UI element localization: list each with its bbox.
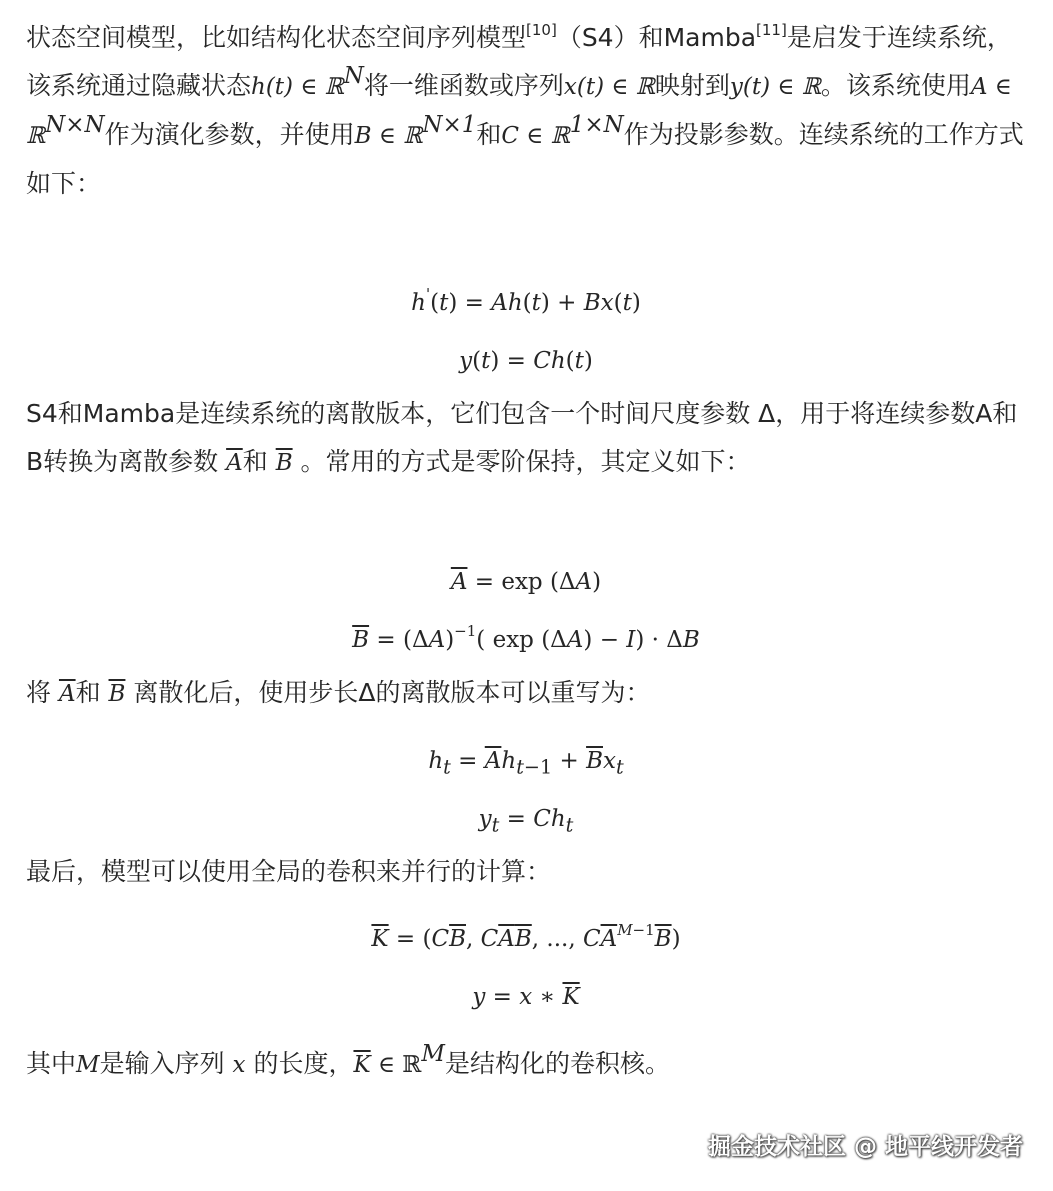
paragraph-discretization [26,390,1026,487]
math-B-bar: $\overline{B}$ [275,450,293,476]
spacer [26,718,1026,732]
math-B: B ∈ ℝ [354,123,423,149]
equation-recurrence: $h_t = \overline{A}h_{t-1} + \overline{B}x_t$ [428,748,624,779]
equation-discrete-output: $y_t = Ch_t$ [478,806,574,837]
paragraph-convolution [26,848,1026,896]
text: 其中 [26,1049,77,1078]
math-sup: N [343,62,364,89]
text: 是结构化的卷积核。 [444,1049,670,1078]
math-sup: N×1 [422,111,477,138]
math-h: h(t) ∈ ℝ [251,74,344,100]
text: 和 [75,678,109,707]
spacer [26,208,1026,274]
text: 离散化后，使用步长Δ的离散版本可以重写为： [125,678,651,707]
text: （S4）和Mamba [556,23,757,52]
math-A: A ∈ ℝ [26,74,1012,149]
math-C: C ∈ ℝ [501,123,570,149]
equation-B-bar: $\overline{B} = (\Delta A)^{-1}$( exp (ΔA) − I) · ΔB [352,622,700,653]
text: 是输入序列 [99,1049,233,1078]
math-sup: N×N [45,111,105,138]
equation-A-bar: $\overline{A} = \exp (\Delta A)$ [450,569,602,595]
math-in-R: ∈ ℝ [370,1052,422,1078]
paragraph-intro [26,14,1026,208]
text: 最后，模型可以使用全局的卷积来并行的计算： [26,857,552,886]
math-A-bar: $\overline{A}$ [58,681,76,707]
math-x: x [232,1052,246,1078]
equation-conv: y = x ∗ $\overline{K}$ [472,984,580,1010]
text: 作为投影参数。连续系统的工作方式如下： [26,120,1024,198]
text: 。该系统使用 [820,71,971,100]
text: 的长度， [245,1049,354,1078]
text: 和 [476,120,502,149]
text: 和 [242,447,276,476]
equation-output: y(t) = Ch(t) [459,348,593,374]
equation-kernel: $\overline{K} = (C\overline{B}$, $C\overline{A}\overline{B}$, ..., $C\overline{A}^{M-1}\overline{B}$) [371,921,681,952]
citation-11[interactable]: [11] [756,20,787,39]
text: 将一维函数或序列 [363,71,564,100]
text: 。常用的方式是零阶保持，其定义如下： [292,447,751,476]
math-K-bar: $\overline{K}$ [353,1052,371,1078]
math-sup: 1×N [569,111,624,138]
spacer [26,487,1026,553]
citation-10[interactable]: [10] [526,20,557,39]
math-M: M [76,1052,100,1078]
math-x: x(t) ∈ ℝ [563,74,655,100]
paragraph-rewrite [26,669,1026,718]
text: S4和Mamba是连续系统的离散版本，它们包含一个时间尺度参数 Δ，用于将连续参数A和B转换为离散参数 [26,399,1018,476]
math-A-bar: $\overline{A}$ [226,450,243,476]
text: 作为演化参数，并使用 [104,120,355,149]
text: 将 [26,678,59,707]
spacer [26,1026,1026,1040]
math-sup: M [421,1040,445,1067]
math-B-bar: $\overline{B}$ [108,681,126,707]
equation-state: h'(t) = Ah(t) + Bx(t) [411,285,641,316]
text: 是启发于连续系统，该系统通过隐藏状态 [26,23,1012,100]
watermark: 掘金技术社区 @ 地平线开发者 [707,1134,1023,1160]
text: 映射到 [654,71,730,100]
article [26,14,1026,1089]
text: 状态空间模型，比如结构化状态空间序列模型 [26,23,527,52]
math-y: y(t) ∈ ℝ [729,74,821,100]
paragraph-closing [26,1040,1026,1089]
spacer [26,896,1026,910]
